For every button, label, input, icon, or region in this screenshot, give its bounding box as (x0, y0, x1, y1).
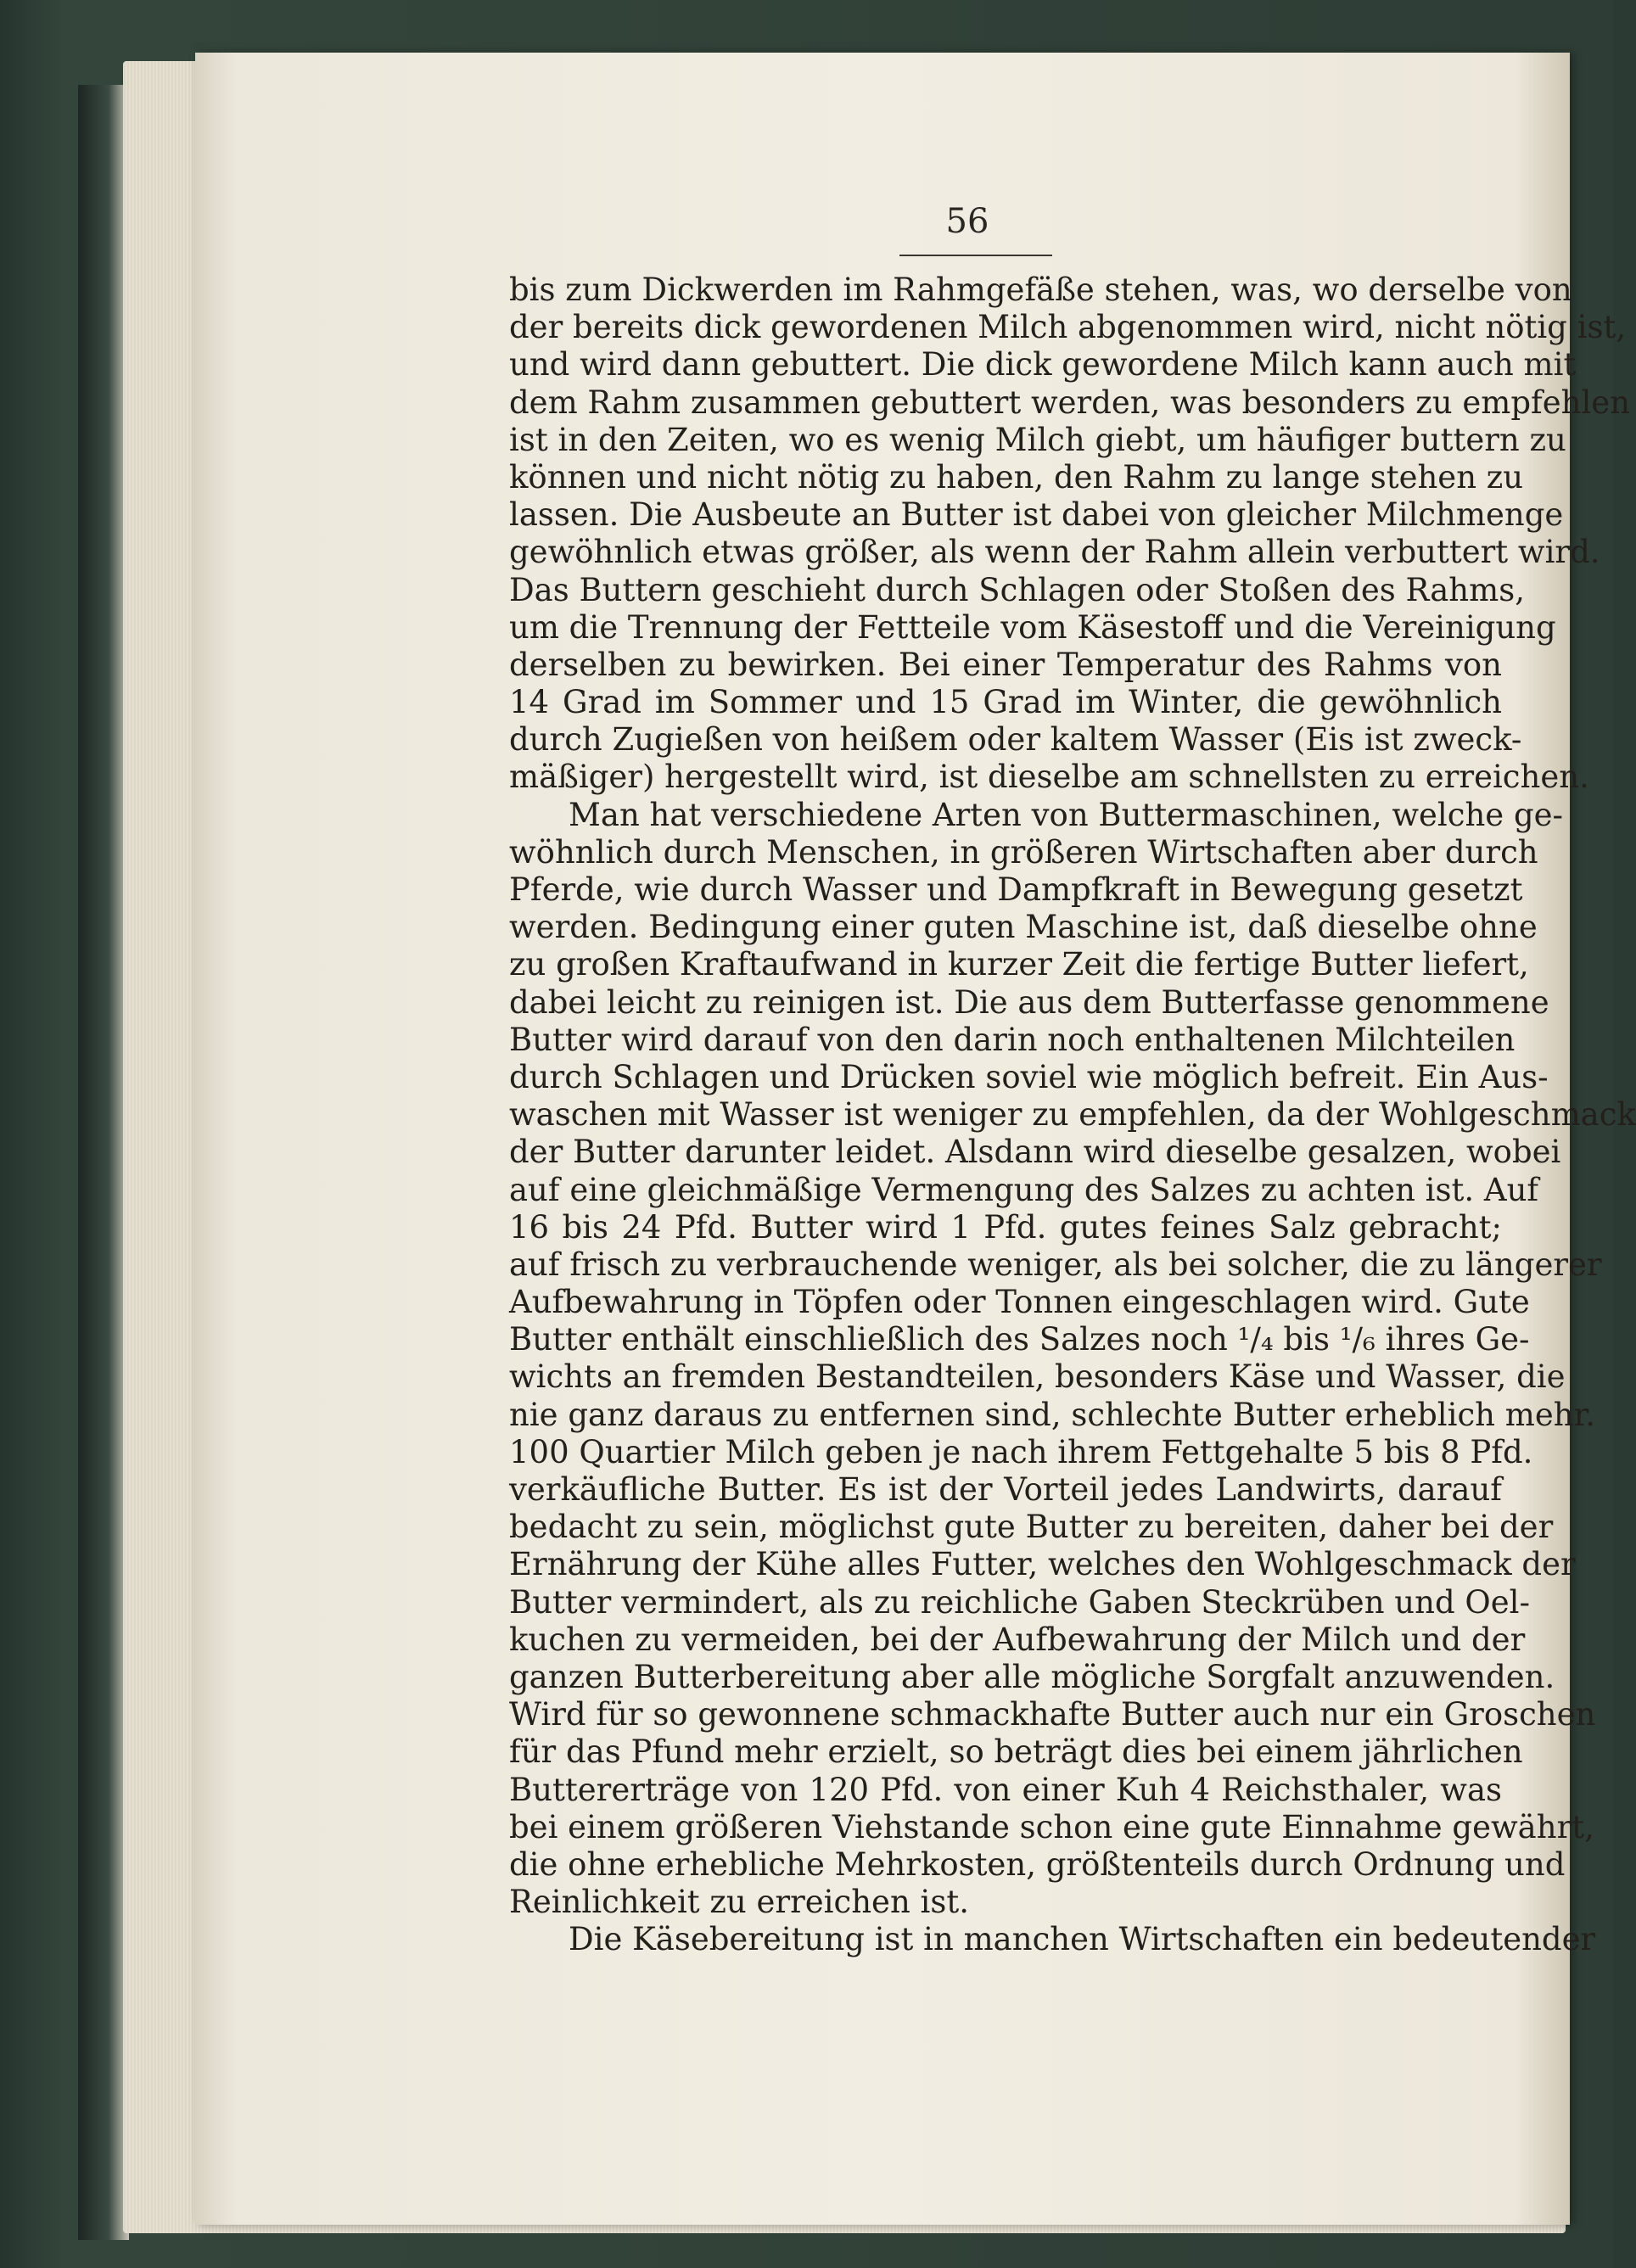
text-line: bedacht zu sein, möglichst gute Butter zu bereiten, daher bei der (509, 1509, 1554, 1546)
text-line: 16 bis 24 Pfd. Butter wird 1 Pfd. gutes feines Salz gebracht; (509, 1208, 1502, 1246)
text-line: Man hat verschiedene Arten von Buttermaschinen, welche ge- (569, 796, 1564, 833)
text-line: dem Rahm zusammen gebuttert werden, was besonders zu empfehlen (509, 384, 1631, 421)
text-line: bei einem größeren Viehstande schon eine gute Einnahme gewährt, (509, 1808, 1594, 1845)
text-line: gewöhnlich etwas größer, als wenn der Rahm allein verbuttert wird. (509, 534, 1600, 571)
text-line: Reinlichkeit zu erreichen ist. (509, 1884, 969, 1921)
text-line: können und nicht nötig zu haben, den Rahm zu lange stehen zu (509, 458, 1524, 496)
text-line: waschen mit Wasser ist weniger zu empfehlen, da der Wohlgeschmack (509, 1096, 1636, 1134)
text-line: Pferde, wie durch Wasser und Dampfkraft in Bewegung gesetzt (509, 871, 1523, 908)
text-line: Das Buttern geschieht durch Schlagen oder Stoßen des Rahms, (509, 571, 1525, 608)
text-line: nie ganz daraus zu entfernen sind, schlechte Butter erheblich mehr. (509, 1396, 1595, 1433)
text-line: verkäufliche Butter. Es ist der Vorteil jedes Landwirts, darauf (509, 1471, 1502, 1508)
text-line: der Butter darunter leidet. Alsdann wird dieselbe gesalzen, wobei (509, 1134, 1561, 1171)
text-line: mäßiger) hergestellt wird, ist dieselbe am schnellsten zu erreichen. (509, 759, 1589, 796)
text-line: Butter vermindert, als zu reichliche Gaben Steckrüben und Oel- (509, 1583, 1530, 1621)
text-line: wichts an fremden Bestandteilen, besonders Käse und Wasser, die (509, 1358, 1566, 1396)
text-line: auf frisch zu verbrauchende weniger, als bei solcher, die zu längerer (509, 1246, 1602, 1283)
text-line: Butter wird darauf von den darin noch enthaltenen Milchteilen (509, 1021, 1516, 1058)
text-line: ganzen Butterbereitung aber alle mögliche Sorgfalt anzuwenden. (509, 1658, 1555, 1695)
text-line: um die Trennung der Fettteile vom Käsestoff und die Vereinigung (509, 608, 1556, 646)
text-line: durch Schlagen und Drücken soviel wie möglich befreit. Ein Aus- (509, 1058, 1549, 1095)
text-line: 100 Quartier Milch geben je nach ihrem Fettgehalte 5 bis 8 Pfd. (509, 1433, 1533, 1470)
page-text (509, 272, 1636, 1958)
text-line: Butter enthält einschließlich des Salzes noch ¹/₄ bis ¹/₆ ihres Ge- (509, 1321, 1530, 1358)
text-line: der bereits dick gewordenen Milch abgenommen wird, nicht nötig ist, (509, 309, 1627, 346)
text-line: lassen. Die Ausbeute an Butter ist dabei von gleicher Milchmenge (509, 496, 1564, 534)
text-line: für das Pfund mehr erzielt, so beträgt dies bei einem jährlichen (509, 1733, 1523, 1771)
text-line: ist in den Zeiten, wo es wenig Milch giebt, um häufiger buttern zu (509, 421, 1566, 458)
text-line: 14 Grad im Sommer und 15 Grad im Winter, die gewöhnlich (509, 684, 1502, 721)
text-line: Die Käsebereitung ist in manchen Wirtschaften ein bedeutender (569, 1921, 1596, 1958)
text-line: Aufbewahrung in Töpfen oder Tonnen eingeschlagen wird. Gute (509, 1284, 1530, 1321)
text-line: wöhnlich durch Menschen, in größeren Wirtschaften aber durch (509, 833, 1538, 871)
text-line: Buttererträge von 120 Pfd. von einer Kuh 4 Reichsthaler, was (509, 1771, 1502, 1808)
book-cover-edge (78, 85, 129, 2240)
text-line: und wird dann gebuttert. Die dick gewordene Milch kann auch mit (509, 346, 1577, 384)
text-line: dabei leicht zu reinigen ist. Die aus dem Butterfasse genommene (509, 983, 1549, 1021)
text-line: bis zum Dickwerden im Rahmgefäße stehen, was, wo derselbe von (509, 272, 1572, 308)
text-line: durch Zugießen von heißem oder kaltem Wasser (Eis ist zweck- (509, 721, 1522, 759)
page-number: 56 (945, 202, 989, 241)
text-line: auf eine gleichmäßige Vermengung des Salzes zu achten ist. Auf (509, 1171, 1539, 1208)
text-line: derselben zu bewirken. Bei einer Temperatur des Rahms von (509, 646, 1502, 683)
text-line: die ohne erhebliche Mehrkosten, größtenteils durch Ordnung und (509, 1845, 1566, 1883)
text-line: werden. Bedingung einer guten Maschine ist, daß dieselbe ohne (509, 909, 1538, 946)
text-line: Ernährung der Kühe alles Futter, welches den Wohlgeschmack der (509, 1546, 1576, 1583)
text-line: Wird für so gewonnene schmackhafte Butter auch nur ein Groschen (509, 1696, 1596, 1733)
text-line: kuchen zu vermeiden, bei der Aufbewahrung der Milch und der (509, 1621, 1526, 1658)
text-line: zu großen Kraftaufwand in kurzer Zeit die fertige Butter liefert, (509, 946, 1529, 983)
page-number-rule (899, 255, 1052, 256)
